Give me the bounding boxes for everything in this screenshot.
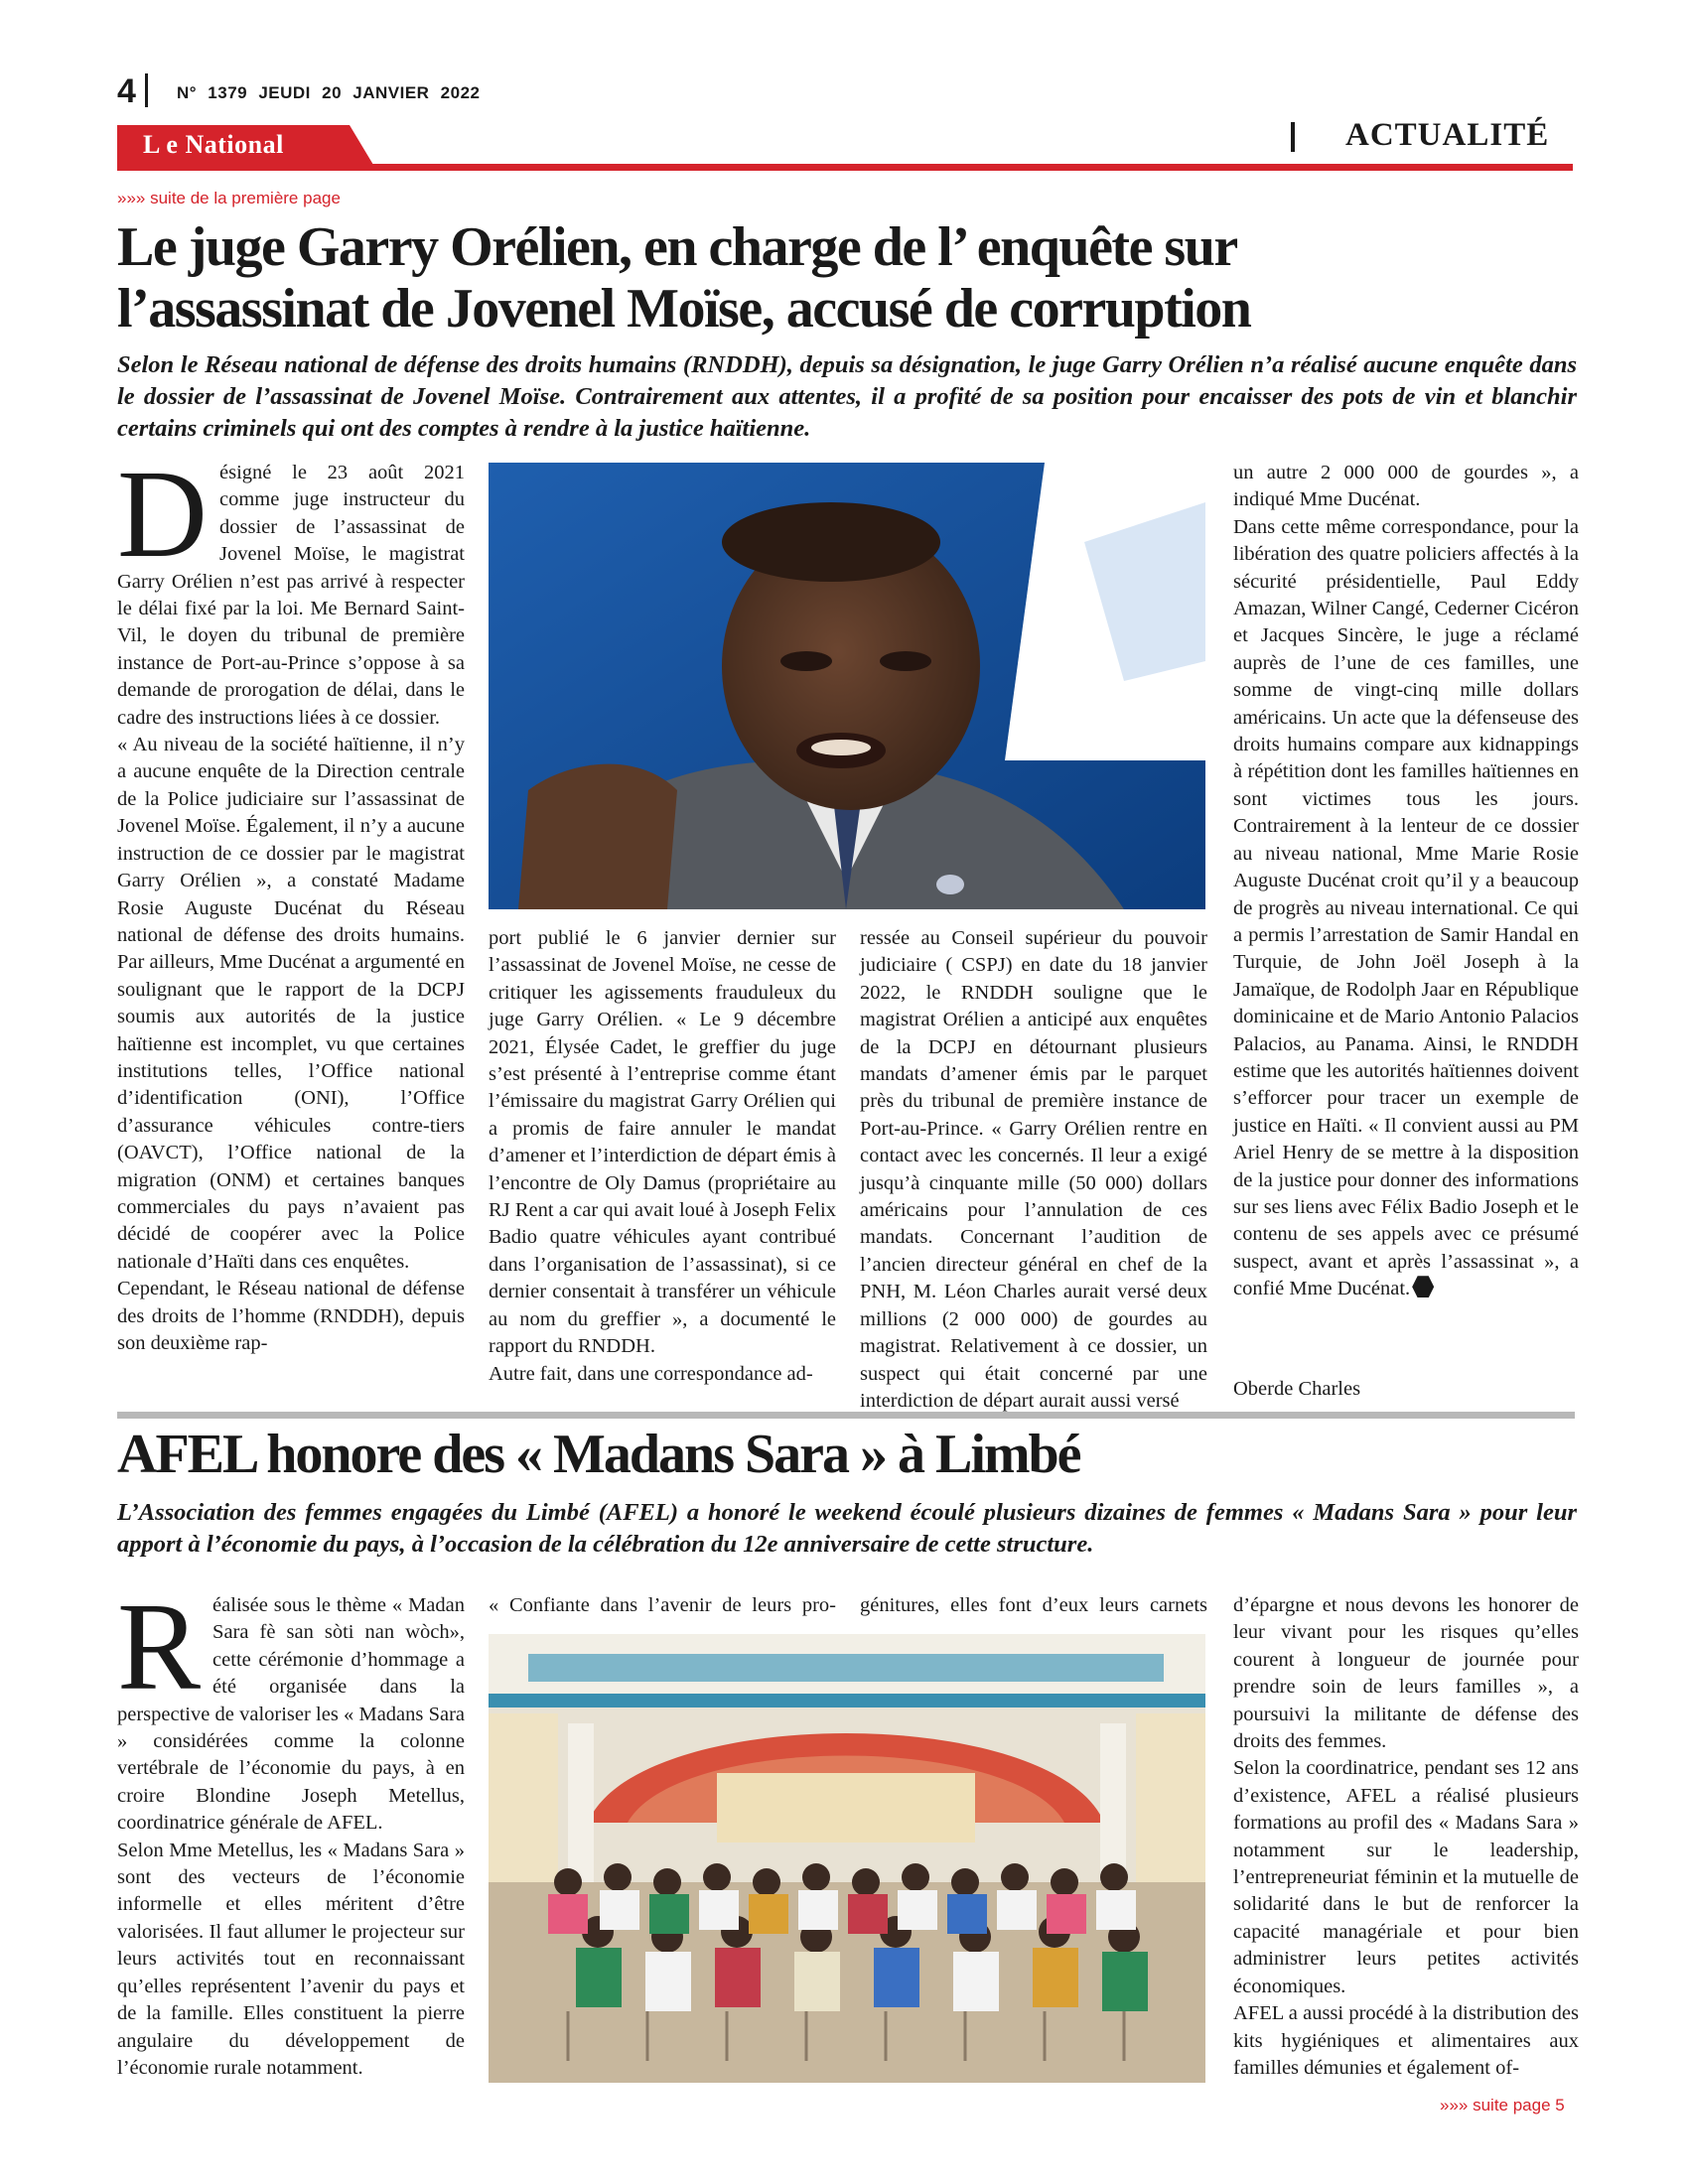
section-label: ACTUALITÉ [1345,117,1550,153]
article2-standfirst: L’Association des femmes engagées du Limbé (AFEL) a honoré le weekend écoulé plusieurs dizaines de femmes « Madans Sara » pour leur apport à l’économie du pays, à l’occasion de la célébration du 12e anniversaire de cette structure. [117,1499,1577,1558]
ceremony-illustration [489,1634,1205,2083]
article1-col2-para1: port publié le 6 janvier dernier sur l’assassinat de Jovenel Moïse, ne cesse de critiquer les agissements frauduleux du juge Garry Orélien. « Le 9 décembre 2021, Élysée Cadet, le greffier du juge s’est présenté à l’entreprise comme étant l’émissaire du magistrat Garry Orélien qui a promis de faire annuler le mandat d’amener et l’interdiction de départ émis à l’encontre de Oly Damus (propriétaire au RJ Rent a car qui avait loué à Joseph Felix Badio quatre véhicules ayant contribué dans l’organisation de l’assassinat), si ce dernier consentait à transférer un véhicule au nom du greffier », a documenté le rapport du RNDDH. [489,927,836,1358]
ceremony-group-photo [489,1634,1205,2083]
article2-col1-para1 [117,1578,465,1838]
article1-col1-para1-text: ésigné le 23 août 2021 comme juge instructeur du dossier de l’assassinat de Jovenel Moïse, le magistrat Garry Orélien n’est pas arrivé à respecter le délai fixé par la loi. Me Bernard Saint-Vil, le doyen du tribunal de première instance de Port-au-Prince s’oppose à sa demande de prorogation de délai, dans le cadre des instructions liées à ce dossier. [117,462,465,729]
header-red-rule [117,164,1573,171]
article1-col1-para2: « Au niveau de la société haïtienne, il n’y a aucune enquête de la Direction centrale de la Police judiciaire sur l’assassinat de Jovenel Moïse. Également, il n’y a aucune instruction de ce dossier par le magistrat Garry Orélien », a constaté Madame Rosie Auguste Ducénat du Réseau national de défense des droits humains. Par ailleurs, Mme Ducénat a argumenté en soulignant que le rapport de la DCPJ soumis aux autorités de la justice haïtienne est incomplet, vu que certaines institutions telles, l’Office national d’identification (ONI), l’Office d’assurance véhicules contre-tiers (OAVCT), l’Office national de la migration (ONM) et certaines banques commerciales du pays n’avaient pas décidé de coopérer avec la Police nationale d’Haïti dans ces enquêtes. [117,734,465,1273]
judge-portrait-illustration [489,463,1205,909]
page-number: 4 [117,72,136,110]
article1-col1-para3: Cependant, le Réseau national de défense des droits de l’homme (RNDDH), depuis son deuxième rap- [117,1278,465,1354]
article1-headline [117,216,1577,340]
article1-col2-para2: Autre fait, dans une correspondance ad- [489,1362,813,1385]
article1-column-4 [1233,460,1579,1303]
article2-column-2 [489,1592,836,1619]
continued-from-front-note[interactable]: »»» suite de la première page [117,189,341,207]
article1-column-2 [489,925,836,1388]
article2-col1-para2: Selon Mme Metellus, les « Madans Sara » sont des vecteurs de l’économie informelle et elles méritent d’être valorisées. Il faut allumer le projecteur sur leurs activités tout en reconnaissant qu’elles représentent l’avenir du pays et de la famille. Elles constituent la pierre angulaire du développement de l’économie rurale notamment. [117,1839,465,2079]
section-divider [1291,122,1295,152]
article1-col3-para1: ressée au Conseil supérieur du pouvoir judiciaire ( CSPJ) en date du 18 janvier 2022, le RNDDH souligne que le magistrat Orélien a anticipé aux enquêtes de la DCPJ en détournant plusieurs mandats d’amener émis par le parquet près du tribunal de première instance de Port-au-Prince. « Garry Orélien rentre en contact avec les concernés. Il leur a exigé jusqu’à cinquante mille (50 000) dollars américains pour l’annulation de ces mandats. Concernant l’audition de l’ancien directeur général en chef de la PNH, M. Léon Charles aurait versé deux millions (2 000 000) de gourdes au magistrat. Relativement à ce dossier, un suspect qui était concerné par une interdiction de départ aurait aussi versé [860,927,1207,1412]
article2-col3-line: génitures, elles font d’eux leurs carnets [860,1594,1207,1616]
article1-col4-para1: un autre 2 000 000 de gourdes », a indiqué Mme Ducénat. [1233,462,1579,511]
article-end-mark-icon [1412,1276,1434,1297]
issue-date-line: N° 1379 JEUDI 20 JANVIER 2022 [177,83,481,102]
article1-standfirst: Selon le Réseau national de défense des droits humains (RNDDH), depuis sa désignation, le juge Garry Orélien n’a réalisé aucune enquête dans le dossier de l’assassinat de Jovenel Moïse. Contrairement aux attentes, il a profité de sa position pour encaisser des pots de vin et blanchir certains criminels qui ont des comptes à rendre à la justice haïtienne. [117,351,1577,442]
article2-col2-line: « Confiante dans l’avenir de leurs pro- [489,1594,836,1616]
article2-col4-para3: AFEL a aussi procédé à la distribution des kits hygiéniques et alimentaires aux familles démunies et également of- [1233,2002,1579,2079]
article2-column-4 [1233,1592,1579,2082]
continued-on-page-5-link[interactable]: »»» suite page 5 [1440,2096,1565,2115]
article2-col1-para1-text: éalisée sous le thème « Madan Sara fè san sòti nan wòch», cette cérémonie d’hommage a été organisée dans la perspective de valoriser les « Madans Sara » considérées comme la colonne vertébrale de l’économie du pays, à en croire Blondine Joseph Metellus, coordinatrice générale de AFEL. [117,1594,465,1835]
article2-headline: AFEL honore des « Madans Sara » à Limbé [117,1424,1080,1485]
newspaper-brand-name: L e National [143,130,284,159]
article1-column-1 [117,446,465,1357]
article2-col4-para2: Selon la coordinatrice, pendant ses 12 ans d’existence, AFEL a réalisé plusieurs formations au profil des « Madans Sara » notamment sur le leadership, l’entrepreneuriat féminin et la mutuelle de solidarité dans le but de renforcer la capacité managériale et pour bien administrer leurs petites activités économiques. [1233,1757,1579,1997]
article2-dropcap: R [117,1578,202,1716]
article1-headline-line1: Le juge Garry Orélien, en charge de l’ enquête sur [117,216,1237,278]
article1-column-3 [860,925,1207,1415]
article2-col4-para1: d’épargne et nous devons les honorer de leur vivant pour les risques qu’elles courent à longueur de journée pour prendre soin de leurs familles », a poursuivi la militante de défense des droits des femmes. [1233,1594,1579,1753]
article2-column-1 [117,1578,465,2082]
judge-portrait-photo [489,463,1205,909]
article1-col4-para2 [1233,514,1579,1303]
newspaper-brand-tab [117,125,373,165]
page-number-divider [145,73,148,107]
article2-column-3 [860,1592,1207,1619]
article-separator-rule [117,1412,1575,1419]
article1-dropcap: D [117,446,208,584]
article1-col4-para2-text: Dans cette même correspondance, pour la libération des quatre policiers affectés à la sécurité présidentielle, Paul Eddy Amazan, Wilner Cangé, Cederner Cicéron et Jacques Sincère, le juge a réclamé auprès de l’une de ces familles, une somme de vingt-cinq mille dollars américains. Un acte que la défenseuse des droits humains compare aux kidnappings à répétition dont les familles haïtiennes en sont victimes tous les jours. Contrairement à la lenteur de ce dossier au niveau national, Mme Marie Rosie Auguste Ducénat croit qu’il y a beaucoup de progrès au niveau international. Ce qui a permis l’arrestation de Samir Handal en Turquie, de John Joël Joseph à la Jamaïque, de Rodolph Jaar en République dominicaine et de Mario Antonio Palacios Palacios, au Panama. Ainsi, le RNDDH estime que les autorités haïtiennes doivent s’efforcer pour tracer un exemple de justice en Haïti. « Il convient aussi au PM Ariel Henry de se mettre à la disposition de la justice pour donner des informations sur ses liens avec Félix Badio Joseph et le contenu de ses appels avec ce présumé suspect, avant et après l’assassinat », a confié Mme Ducénat. [1233,515,1579,1300]
article1-byline: Oberde Charles [1233,1378,1361,1400]
article1-col1-para1 [117,446,465,732]
article1-headline-line2: l’assassinat de Jovenel Moïse, accusé de corruption [117,278,1251,340]
